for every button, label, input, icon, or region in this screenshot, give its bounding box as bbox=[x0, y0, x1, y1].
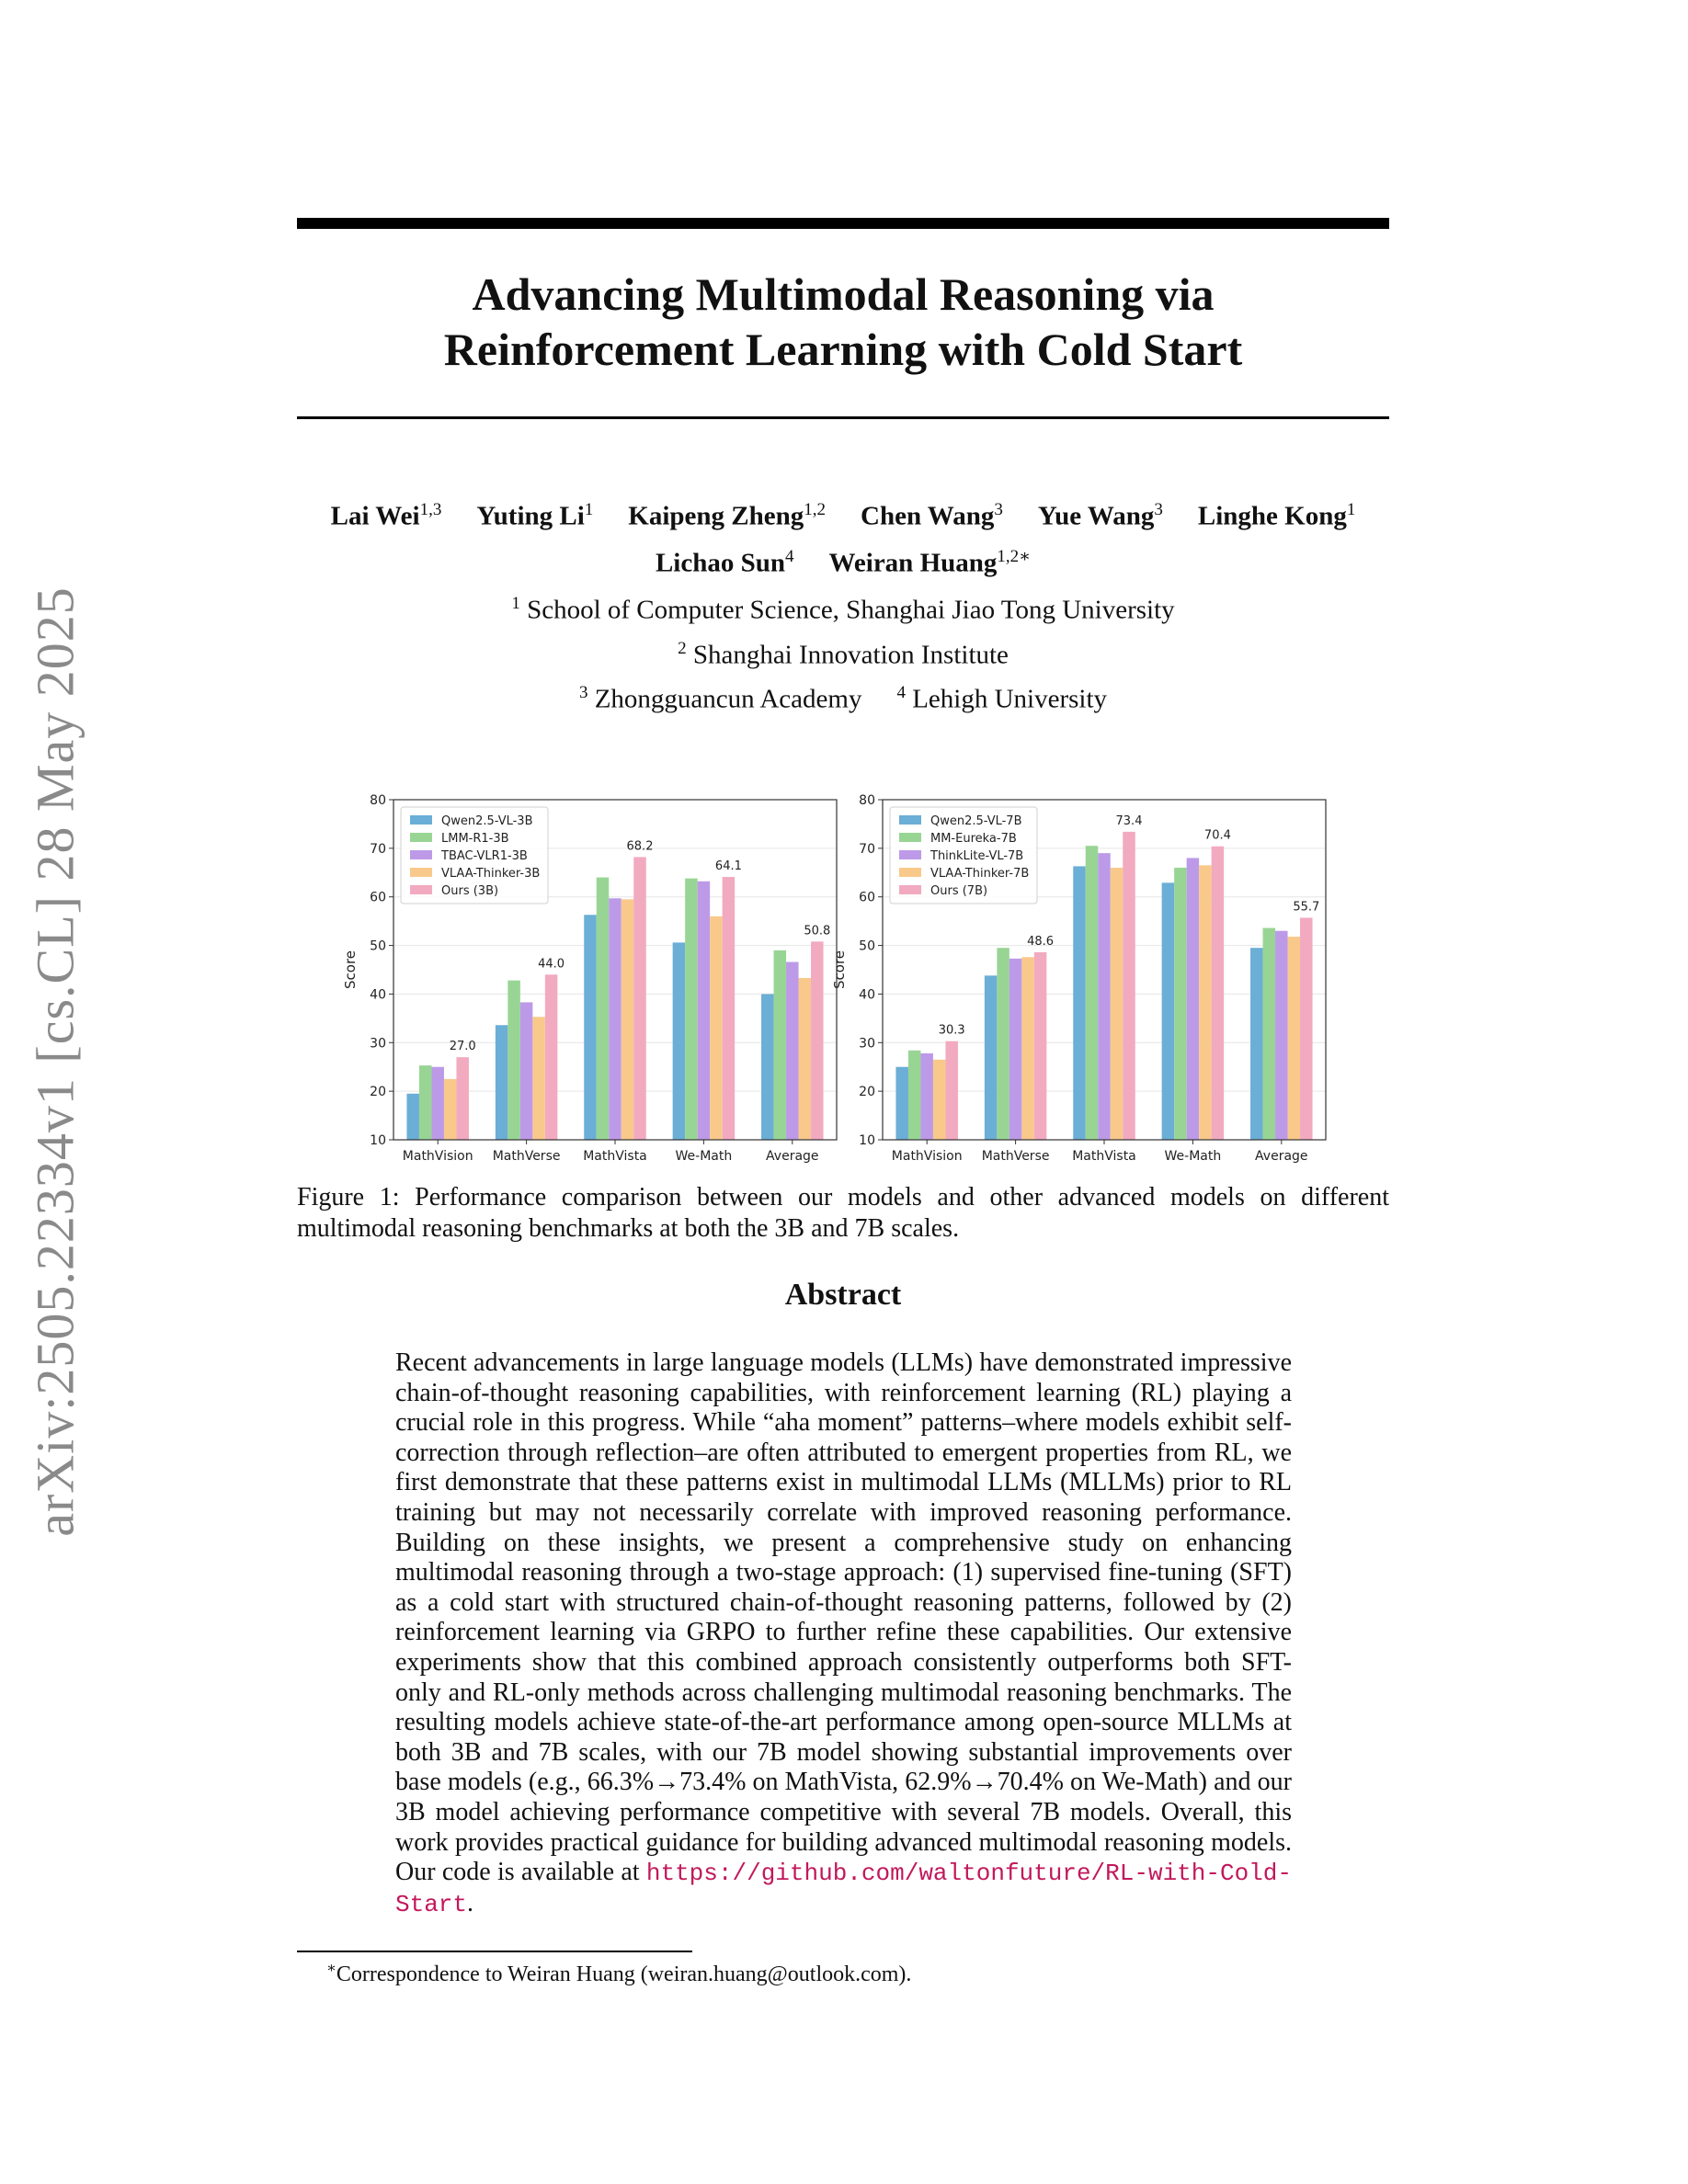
bar bbox=[1111, 868, 1123, 1140]
legend bbox=[401, 807, 548, 904]
legend-swatch bbox=[899, 850, 921, 859]
affiliation-list bbox=[297, 585, 1389, 719]
legend-swatch bbox=[899, 868, 921, 877]
y-tick-label: 70 bbox=[859, 841, 875, 857]
y-tick-label: 40 bbox=[370, 987, 386, 1003]
data-label: 48.6 bbox=[1027, 934, 1055, 949]
bar bbox=[609, 898, 622, 1140]
bar bbox=[1086, 846, 1099, 1140]
affiliation: $^2$ Shanghai Innovation Institute bbox=[678, 638, 1009, 670]
bar bbox=[1098, 853, 1111, 1140]
data-label: 73.4 bbox=[1115, 813, 1143, 828]
bar bbox=[406, 1094, 419, 1140]
chart-panel-1 bbox=[342, 793, 837, 1164]
bar bbox=[1199, 865, 1212, 1140]
author-list bbox=[297, 490, 1389, 583]
legend-swatch bbox=[410, 885, 432, 894]
bar bbox=[597, 878, 610, 1140]
bar bbox=[698, 882, 711, 1140]
data-label: 50.8 bbox=[804, 924, 831, 938]
bar bbox=[1073, 866, 1086, 1140]
footnote-rule bbox=[297, 1951, 692, 1952]
bar bbox=[685, 879, 698, 1140]
x-tick-label: MathVision bbox=[891, 1149, 963, 1164]
bar bbox=[545, 974, 558, 1140]
x-tick-label: MathVista bbox=[1072, 1149, 1136, 1164]
bar bbox=[444, 1079, 457, 1140]
data-label: 30.3 bbox=[938, 1023, 965, 1038]
bar bbox=[1263, 928, 1276, 1140]
footnote-text: Correspondence to Weiran Huang (weiran.huang@outlook.com). bbox=[336, 1962, 912, 1986]
bar bbox=[908, 1051, 921, 1140]
bar bbox=[1021, 957, 1034, 1140]
legend-swatch bbox=[899, 815, 921, 825]
title-top-rule bbox=[297, 218, 1389, 229]
legend-swatch bbox=[410, 850, 432, 859]
bar bbox=[1300, 917, 1313, 1140]
data-label: 44.0 bbox=[538, 957, 565, 972]
paper-title bbox=[297, 267, 1389, 377]
author-row-1 bbox=[297, 490, 1389, 537]
y-tick-label: 50 bbox=[859, 938, 875, 954]
x-tick-label: We-Math bbox=[1164, 1149, 1222, 1164]
y-tick-label: 20 bbox=[859, 1085, 875, 1100]
bar bbox=[1162, 882, 1175, 1140]
bar bbox=[786, 962, 799, 1140]
affiliation: $^1$ School of Computer Science, Shanghai Jiao Tong University bbox=[511, 594, 1175, 625]
data-label: 55.7 bbox=[1293, 900, 1320, 915]
bar bbox=[774, 950, 787, 1140]
bar bbox=[1174, 868, 1187, 1140]
data-label: 70.4 bbox=[1203, 828, 1231, 843]
y-axis-label: Score bbox=[831, 950, 848, 990]
y-tick-label: 30 bbox=[370, 1036, 386, 1052]
bar bbox=[1123, 832, 1135, 1140]
bar bbox=[584, 915, 597, 1140]
y-tick-label: 40 bbox=[859, 987, 875, 1003]
bar bbox=[1187, 858, 1200, 1140]
bar bbox=[997, 948, 1009, 1140]
bar bbox=[496, 1025, 508, 1140]
abstract-end: . bbox=[467, 1888, 474, 1917]
author: Lai Wei$^{1,3}$ bbox=[330, 500, 442, 531]
legend-swatch bbox=[899, 885, 921, 894]
bar bbox=[532, 1017, 545, 1140]
y-tick-label: 50 bbox=[370, 938, 386, 954]
bar bbox=[1034, 952, 1047, 1140]
x-tick-label: Average bbox=[766, 1149, 819, 1164]
bar bbox=[985, 975, 998, 1140]
x-tick-label: MathVista bbox=[583, 1149, 647, 1164]
legend-swatch bbox=[899, 833, 921, 842]
bar bbox=[945, 1041, 958, 1140]
x-tick-label: MathVerse bbox=[492, 1149, 561, 1164]
bar bbox=[933, 1060, 945, 1140]
bar bbox=[1288, 937, 1301, 1140]
legend-entry: VLAA-Thinker-3B bbox=[441, 867, 541, 881]
y-tick-label: 10 bbox=[370, 1133, 386, 1148]
bar bbox=[508, 981, 520, 1140]
bar bbox=[723, 877, 736, 1140]
figure-caption: Figure 1: Performance comparison between our models and other advanced models on different multimodal reasoning benchmarks at both the 3B and 7B scales. bbox=[297, 1183, 1389, 1243]
y-tick-label: 70 bbox=[370, 841, 386, 857]
y-tick-label: 20 bbox=[370, 1085, 386, 1100]
bar bbox=[920, 1053, 933, 1140]
author: Weiran Huang$^{1,2∗}$ bbox=[828, 546, 1032, 578]
arxiv-identifier: arXiv:2505.22334v1 [cs.CL] 28 May 2025 bbox=[25, 586, 86, 1537]
data-label: 68.2 bbox=[626, 839, 654, 854]
bar bbox=[1250, 948, 1263, 1140]
x-tick-label: MathVision bbox=[402, 1149, 473, 1164]
bar bbox=[895, 1067, 908, 1140]
bar bbox=[456, 1057, 469, 1140]
x-tick-label: MathVerse bbox=[981, 1149, 1050, 1164]
legend-entry: Ours (7B) bbox=[930, 884, 988, 898]
x-tick-label: Average bbox=[1255, 1149, 1308, 1164]
legend-entry: LMM-R1-3B bbox=[441, 832, 509, 846]
title-bottom-rule bbox=[297, 416, 1389, 419]
y-tick-label: 30 bbox=[859, 1036, 875, 1052]
legend-entry: TBAC-VLR1-3B bbox=[441, 849, 528, 863]
y-tick-label: 60 bbox=[370, 890, 386, 905]
x-tick-label: We-Math bbox=[675, 1149, 733, 1164]
figure-1-charts bbox=[338, 791, 1350, 1167]
bar bbox=[811, 941, 824, 1140]
bar bbox=[1275, 931, 1288, 1140]
legend-entry: Qwen2.5-VL-7B bbox=[930, 814, 1022, 828]
bar bbox=[622, 899, 634, 1140]
abstract-body bbox=[395, 1348, 1292, 1919]
bar bbox=[1212, 847, 1225, 1140]
author: Kaipeng Zheng$^{1,2}$ bbox=[628, 500, 826, 531]
author: Linghe Kong$^1$ bbox=[1197, 500, 1356, 531]
legend-swatch bbox=[410, 833, 432, 842]
title-line-2: Reinforcement Learning with Cold Start bbox=[443, 324, 1243, 375]
legend-entry: ThinkLite-VL-7B bbox=[930, 849, 1024, 863]
title-line-1: Advancing Multimodal Reasoning via bbox=[472, 268, 1215, 320]
legend-swatch bbox=[410, 868, 432, 877]
footnote: ∗Correspondence to Weiran Huang (weiran.huang@outlook.com). bbox=[326, 1961, 912, 1986]
author: Yue Wang$^3$ bbox=[1037, 500, 1163, 531]
bar bbox=[799, 978, 812, 1140]
legend-entry: Qwen2.5-VL-3B bbox=[441, 814, 533, 828]
affiliation-row: $^3$ Zhongguancun Academy $^4$ Lehigh University bbox=[578, 683, 1108, 714]
author-row-2 bbox=[297, 537, 1389, 584]
y-tick-label: 60 bbox=[859, 890, 875, 905]
legend bbox=[890, 807, 1037, 904]
bar bbox=[673, 942, 686, 1140]
bar bbox=[1009, 959, 1022, 1140]
author: Yuting Li$^1$ bbox=[476, 500, 594, 531]
legend-entry: Ours (3B) bbox=[441, 884, 499, 898]
bar bbox=[633, 857, 646, 1140]
bar bbox=[431, 1067, 444, 1140]
author: Lichao Sun$^4$ bbox=[655, 546, 794, 578]
legend-entry: MM-Eureka-7B bbox=[930, 832, 1017, 846]
bar bbox=[419, 1065, 432, 1140]
abstract-heading: Abstract bbox=[784, 1278, 902, 1312]
data-label: 27.0 bbox=[449, 1040, 476, 1054]
chart-panel-2 bbox=[831, 793, 1326, 1164]
abstract-text: Recent advancements in large language models (LLMs) have demonstrated impressive chain-of-thought reasoning capabilities, with reinforcement learning (RL) playing a crucial role in this progress. While “aha moment” patterns–where models exhibit self-correction through reflection–are often attributed to emergent properties from RL, we first demonstrate that these patterns exist in multimodal LLMs (MLLMs) prior to RL training but may not necessarily correlate with improved reasoning performance. Building on these insights, we present a comprehensive study on enhancing multimodal reasoning through a two-stage approach: (1) supervised fine-tuning (SFT) as a cold start with structured chain-of-thought reasoning patterns, followed by (2) reinforcement learning via GRPO to further refine these capabilities. Our extensive experiments show that this combined approach consistently outperforms both SFT-only and RL-only methods across challenging multimodal reasoning benchmarks. The resulting models achieve state-of-the-art performance among open-source MLLMs at both 3B and 7B scales, with our 7B model showing substantial improvements over base models (e.g., 66.3%→73.4% on MathVista, 62.9%→70.4% on We-Math) and our 3B model achieving performance competitive with several 7B models. Overall, this work provides practical guidance for building advanced multimodal reasoning models. Our code is available at bbox=[395, 1348, 1292, 1887]
legend-entry: VLAA-Thinker-7B bbox=[930, 867, 1030, 881]
bar bbox=[761, 994, 774, 1140]
y-tick-label: 80 bbox=[370, 793, 386, 808]
y-tick-label: 80 bbox=[859, 793, 875, 808]
author: Chen Wang$^3$ bbox=[861, 500, 1003, 531]
bar bbox=[710, 916, 723, 1140]
y-tick-label: 10 bbox=[859, 1133, 875, 1148]
legend-swatch bbox=[410, 815, 432, 825]
code-link[interactable]: https://github.com/waltonfuture/RL-with-Cold-Start bbox=[395, 1860, 1292, 1918]
bar bbox=[520, 1002, 533, 1140]
data-label: 64.1 bbox=[714, 859, 742, 874]
y-axis-label: Score bbox=[342, 950, 359, 990]
